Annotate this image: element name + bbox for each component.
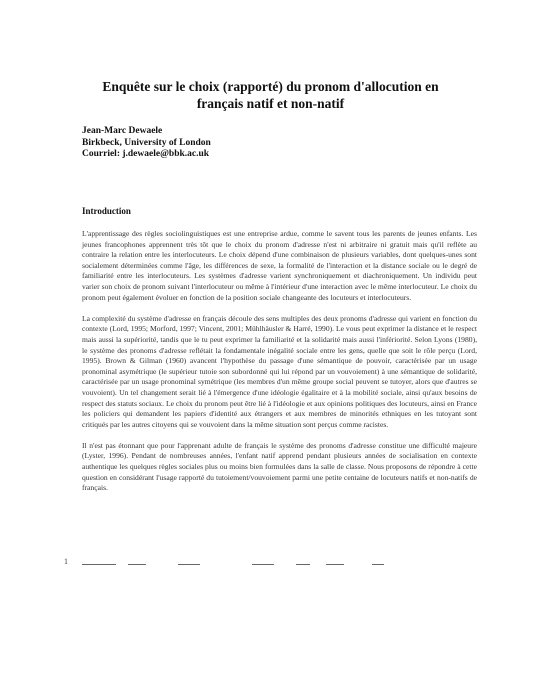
body-text bbox=[82, 229, 477, 504]
page-marker: 1 bbox=[64, 557, 68, 566]
author-affiliation: Birkbeck, University of London bbox=[82, 137, 211, 148]
rule-segment bbox=[296, 564, 310, 565]
title-line-1: Enquête sur le choix (rapporté) du pronom d'allocution en bbox=[102, 79, 439, 94]
footnote-separator bbox=[82, 563, 477, 566]
rule-segment bbox=[326, 564, 344, 565]
paragraph-1: L'apprentissage des règles sociolinguistiques est une entreprise ardue, comme le savent tous les parents de jeunes enfants. Les jeunes francophones apprennent très tôt que le choix du pronom d'adresse n'est ni arbitraire ni gratuit mais qu'il reflète au contraire la relation entre les interlocuteurs. Le choix dépend d'une combinaison de plusieurs variables, dont quelques-unes sont socialement déterminées comme l'âge, les différences de sexe, la formalité de l'interaction et la distance sociale ou le degré de familiarité entre les interlocuteurs. Les systèmes d'adresse varient synchroniquement et diachroniquement. Un individu peut varier son choix de pronom suivant l'interlocuteur ou même à l'intérieur d'une interaction avec le même interlocuteur. Le choix du pronom peut également évoluer en fonction de la position sociale changeante des locuteurs et interlocuteurs. bbox=[82, 229, 477, 302]
paper-title bbox=[60, 78, 481, 112]
rule-segment bbox=[128, 564, 146, 565]
title-line-2: français natif et non-natif bbox=[196, 96, 345, 111]
author-name: Jean-Marc Dewaele bbox=[82, 126, 163, 136]
author-block bbox=[82, 126, 211, 161]
paragraph-2: La complexité du système d'adresse en français découle des sens multiples des deux pronoms d'adresse qui varient en fonction du contexte (Lord, 1995; Morford, 1997; Vincent, 2001; Mühlhäusler & Harré, 1990). Le vous peut exprimer la distance et le respect mais aussi la supériorité, tandis que le tu peut exprimer la familiarité et la solidarité mais aussi l'infériorité. Selon Lyons (1980), le système des pronoms d'adresse reflétait la fondamentale inégalité sociale entre les gens, quelle que soit le rôle perçu (Lord, 1995). Brown & Gilman (1960) avancent l'hypothèse du passage d'une sémantique de pouvoir, caractérisée par un usage pronominal asymétrique (le supérieur tutoie son subordonné qui lui répond par un vouvoiement) à une sémantique de solidarité, caractérisée par un usage pronominal symétrique (les membres d'un même groupe social peuvent se tutoyer, alors que d'autres se vouvoient). Un tel changement serait lié à l'émergence d'une idéologie égalitaire et à la mobilité sociale, ainsi qu'aux besoins de respect des statuts sociaux. Le choix du pronom peut être lié à l'idéologie et aux opinions politiques des locuteurs, ainsi en France les policiers qui demandent les papiers d'identité aux étrangers et aux membres de minorités ethniques en les tutoyant sont critiqués par les autres citoyens qui se vouvoient dans la même situation sont perçus comme racistes. bbox=[82, 313, 477, 429]
rule-segment bbox=[82, 564, 116, 565]
paragraph-3: Il n'est pas étonnant que pour l'apprenant adulte de français le système des pronoms d'adresse constitue une difficulté majeure (Lyster, 1996). Pendant de nombreuses années, l'enfant natif apprend pendant plusieurs années de socialisation en contexte authentique les quelques règles sociales plus ou moins bien formulées dans la salle de classe. Nous proposons de répondre à cette question en considérant l'usage rapporté du tutoiement/vouvoiement parmi une petite centaine de locuteurs natifs et non-natifs de français. bbox=[82, 440, 477, 493]
rule-segment bbox=[178, 564, 200, 565]
author-email: Courriel: j.dewaele@bbk.ac.uk bbox=[82, 149, 210, 159]
rule-segment bbox=[252, 564, 274, 565]
rule-segment bbox=[372, 564, 384, 565]
section-heading-introduction: Introduction bbox=[82, 206, 131, 216]
